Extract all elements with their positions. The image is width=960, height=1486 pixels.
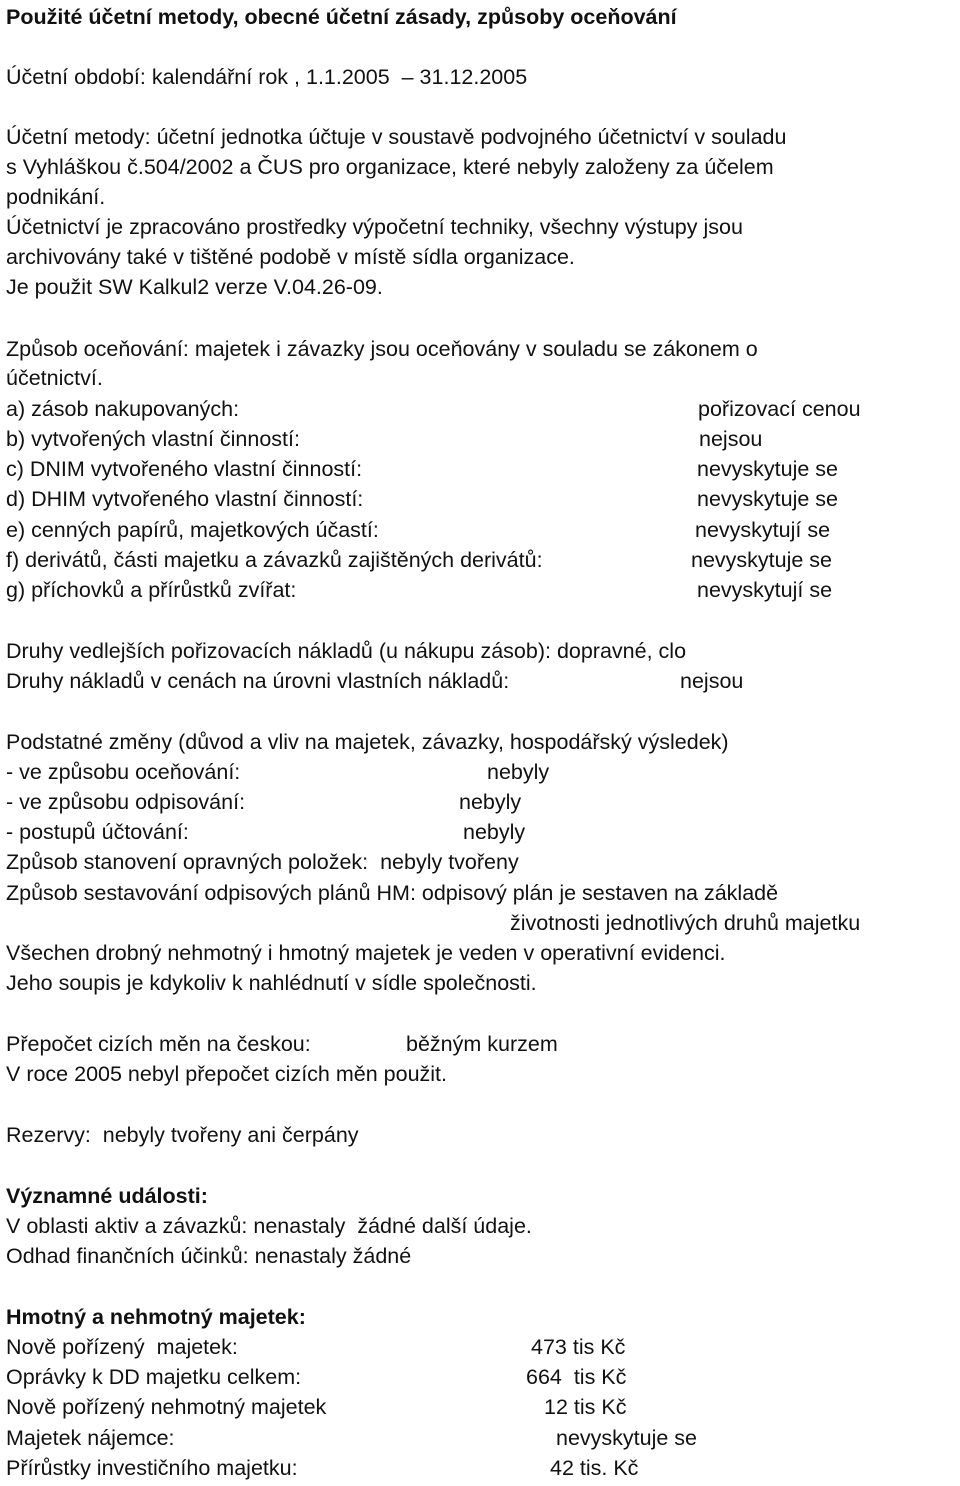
- small-assets-line: Všechen drobný nehmotný i hmotný majetek je veden v operativní evidenci.: [6, 941, 726, 965]
- change-item-value: nebyly: [463, 820, 526, 844]
- change-item-label: - postupů účtování:: [6, 820, 189, 844]
- methods-line: Účetní metody: účetní jednotka účtuje v soustavě podvojného účetnictví v souladu: [6, 125, 787, 149]
- changes-heading: Podstatné změny (důvod a vliv na majetek, závazky, hospodářský výsledek): [6, 730, 729, 754]
- asset-item-value: 473 tis Kč: [531, 1335, 626, 1359]
- events-heading: Významné události:: [6, 1184, 208, 1208]
- depreciation-line: životnosti jednotlivých druhů majetku: [510, 911, 861, 935]
- asset-item-label: Nově pořízený majetek:: [6, 1335, 238, 1359]
- own-costs-label: Druhy nákladů v cenách na úrovni vlastních nákladů:: [6, 669, 510, 693]
- asset-item-value: 664 tis Kč: [526, 1365, 627, 1389]
- valuation-item-label: e) cenných papírů, majetkových účastí:: [6, 518, 379, 542]
- asset-item-value: 42 tis. Kč: [550, 1456, 639, 1480]
- asset-item-label: Majetek nájemce:: [6, 1426, 175, 1450]
- methods-line: archivovány také v tištěné podobě v místě sídla organizace.: [6, 245, 575, 269]
- valuation-item-label: f) derivátů, části majetku a závazků zajištěných derivátů:: [6, 548, 543, 572]
- change-item-value: nebyly: [459, 790, 522, 814]
- currency-label: Přepočet cizích měn na českou:: [6, 1032, 311, 1056]
- secondary-costs: Druhy vedlejších pořizovacích nákladů (u nákupu zásob): dopravné, clo: [6, 639, 687, 663]
- asset-item-value: 12 tis Kč: [544, 1395, 627, 1419]
- asset-item-label: Přírůstky investičního majetku:: [6, 1456, 298, 1480]
- asset-item-value: nevyskytuje se: [556, 1426, 698, 1450]
- valuation-item-value: nevyskytují se: [697, 578, 833, 602]
- asset-item-label: Nově pořízený nehmotný majetek: [6, 1395, 327, 1419]
- valuation-item-label: d) DHIM vytvořeného vlastní činností:: [6, 487, 364, 511]
- valuation-item-label: a) zásob nakupovaných:: [6, 397, 240, 421]
- events-line: Odhad finančních účinků: nenastaly žádné: [6, 1244, 412, 1268]
- methods-line: Je použit SW Kalkul2 verze V.04.26-09.: [6, 275, 383, 299]
- change-item-label: - ve způsobu oceňování:: [6, 760, 241, 784]
- valuation-item-label: b) vytvořených vlastní činností:: [6, 427, 300, 451]
- assets-heading: Hmotný a nehmotný majetek:: [6, 1305, 306, 1329]
- valuation-item-value: nejsou: [699, 427, 763, 451]
- currency-value: běžným kurzem: [406, 1032, 558, 1056]
- valuation-item-value: nevyskytuje se: [691, 548, 833, 572]
- methods-line: Účetnictví je zpracováno prostředky výpočetní techniky, všechny výstupy jsou: [6, 215, 743, 239]
- corrections-line: Způsob stanovení opravných položek: nebyly tvořeny: [6, 850, 519, 874]
- events-line: V oblasti aktiv a závazků: nenastaly žádné další údaje.: [6, 1214, 532, 1238]
- change-item-value: nebyly: [487, 760, 550, 784]
- methods-line: podnikání.: [6, 185, 106, 209]
- valuation-item-label: c) DNIM vytvořeného vlastní činností:: [6, 457, 363, 481]
- valuation-item-value: nevyskytují se: [695, 518, 831, 542]
- depreciation-line: Způsob sestavování odpisových plánů HM: odpisový plán je sestaven na základě: [6, 881, 779, 905]
- reserves-line: Rezervy: nebyly tvořeny ani čerpány: [6, 1123, 359, 1147]
- valuation-item-value: pořizovací cenou: [698, 397, 861, 421]
- valuation-intro: účetnictví.: [6, 366, 103, 390]
- valuation-item-label: g) příchovků a přírůstků zvířat:: [6, 578, 297, 602]
- currency-note: V roce 2005 nebyl přepočet cizích měn použit.: [6, 1062, 448, 1086]
- small-assets-line: Jeho soupis je kdykoliv k nahlédnutí v sídle společnosti.: [6, 971, 537, 995]
- valuation-intro: Způsob oceňování: majetek i závazky jsou oceňovány v souladu se zákonem o: [6, 337, 758, 361]
- change-item-label: - ve způsobu odpisování:: [6, 790, 246, 814]
- valuation-item-value: nevyskytuje se: [697, 457, 839, 481]
- own-costs-value: nejsou: [680, 669, 744, 693]
- methods-line: s Vyhláškou č.504/2002 a ČUS pro organizace, které nebyly založeny za účelem: [6, 155, 774, 179]
- document-title: Použité účetní metody, obecné účetní zásady, způsoby oceňování: [6, 5, 677, 29]
- asset-item-label: Oprávky k DD majetku celkem:: [6, 1365, 302, 1389]
- accounting-period: Účetní období: kalendářní rok , 1.1.2005 – 31.12.2005: [6, 65, 528, 89]
- valuation-item-value: nevyskytuje se: [697, 487, 839, 511]
